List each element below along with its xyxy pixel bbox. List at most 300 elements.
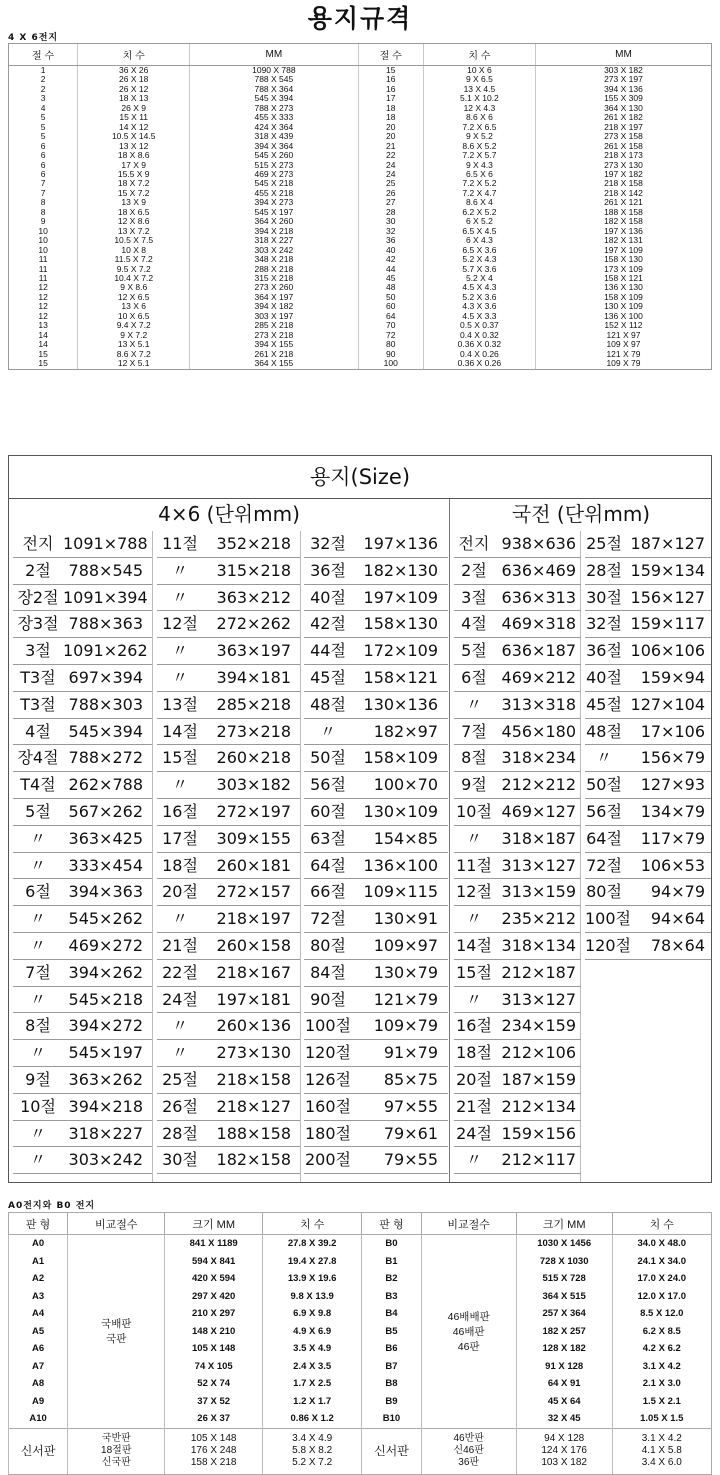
col-header: 절 수 [9,44,78,66]
size-entry [13,826,152,853]
size-row [583,933,713,960]
size-entry [304,558,448,585]
cut-label: 〃 [29,855,46,875]
size-entry [157,745,300,772]
size-row [452,1040,583,1067]
cut-size: 127×104 [630,694,705,714]
size-entry [304,879,448,906]
table-cell: 109 X 79 [535,359,711,369]
table-cell: 32 [358,227,423,236]
right-header: 국전 (단위mm) [511,502,651,526]
size-entry [585,719,711,746]
size-entry [454,1094,581,1121]
cut-size: 394×262 [68,962,143,982]
table-cell: 15 X 7.2 [78,189,190,198]
cut-size: 197×181 [216,989,291,1009]
cut-size: 938×636 [501,534,576,553]
size-entry [304,638,448,665]
table-cell: 218 X 158 [535,179,711,188]
size-row [452,799,583,826]
table-cell: 173 X 109 [535,265,711,274]
cut-size: 182×130 [363,560,438,580]
cut-size: 567×262 [68,801,143,821]
size-row [452,692,583,719]
size-column-2 [155,531,302,1174]
size-box [8,455,712,1183]
cut-size: 272×197 [216,801,291,821]
size-entry [13,1040,152,1067]
col-header: 크기 MM [516,1213,612,1235]
size-entry [13,933,152,960]
size-column-3 [302,531,450,1174]
size-entry [304,745,448,772]
size-entry [454,1121,581,1148]
table-cell: 46반판 신46판 36판 [421,1428,516,1474]
table-cell: 10.4 X 7.2 [78,274,190,283]
table1-caption: 4 X 6전지 [8,33,59,43]
size-row [11,1040,154,1067]
table-cell: 45 [358,274,423,283]
table-cell: 257 X 364 [516,1305,612,1323]
cut-size: 172×109 [363,641,438,661]
table-cell: 74 X 105 [165,1358,263,1376]
size-entry [13,531,152,558]
size-entry [304,692,448,719]
size-row [11,799,154,826]
table-cell: 11 [9,274,78,283]
table-cell: 364 X 260 [190,217,358,226]
table-cell: 364 X 197 [190,293,358,302]
size-row [583,826,713,853]
table-cell: 26 [358,189,423,198]
size-row [302,879,450,906]
table-cell: 11.5 X 7.2 [78,255,190,264]
table-cell: 4.5 X 4.3 [423,283,535,292]
table-row [9,359,712,369]
cut-label: 66절 [310,882,346,902]
table-cell: 12 X 6.5 [78,293,190,302]
cut-size: 1091×788 [63,534,148,553]
size-row [155,558,302,585]
cut-size: 188×158 [216,1123,291,1143]
cut-label: 200절 [305,1150,351,1170]
size-entry [304,960,448,987]
size-row [583,772,713,799]
table-cell: 121 X 79 [535,350,711,359]
size-row [583,799,713,826]
size-entry [454,1040,581,1067]
cut-label: 21절 [162,935,198,955]
table-cell: 4.2 X 6.2 [612,1340,711,1358]
cut-size: 303×242 [68,1150,143,1170]
cut-size: 154×85 [373,828,438,848]
cut-label: 〃 [29,1043,46,1063]
table-cell: 12.0 X 17.0 [612,1288,711,1306]
cut-label: 84절 [310,962,346,982]
table-cell: 37 X 52 [165,1393,263,1411]
table-cell: B1 [362,1253,421,1271]
cut-size: 85×75 [383,1069,438,1089]
cut-size: 235×212 [501,909,576,929]
cut-label: 10절 [20,1096,56,1116]
table-header-row [9,1213,712,1235]
table-cell: 32 X 45 [516,1410,612,1428]
size-entry [454,826,581,853]
table-cell: 182 X 131 [535,236,711,245]
size-entry [304,772,448,799]
cut-label: 126절 [305,1069,351,1089]
table-cell: 18 X 7.2 [78,179,190,188]
size-row [452,853,583,880]
table-cell: 13 X 4.5 [423,85,535,94]
table-cell: 218 X 142 [535,189,711,198]
size-row [452,638,583,665]
size-entry [157,531,300,558]
cut-label: 32절 [310,534,346,553]
size-row [583,585,713,612]
size-row [302,638,450,665]
cut-label: 120절 [305,1043,351,1063]
cut-label: 〃 [171,560,188,580]
size-row [452,960,583,987]
cut-label: 〃 [29,828,46,848]
table-cell: 210 X 297 [165,1305,263,1323]
size-entry [304,719,448,746]
table-cell: 318 X 227 [190,236,358,245]
table-cell: 9.8 X 13.9 [262,1288,361,1306]
cut-label: 24절 [162,989,198,1009]
table-cell: A8 [9,1375,68,1393]
size-entry [157,1067,300,1094]
size-row [452,933,583,960]
size-entry [157,853,300,880]
table-cell: B2 [362,1270,421,1288]
size-row [302,1013,450,1040]
cut-label: 3절 [25,641,51,661]
cut-label: 40절 [310,587,346,607]
cut-label: 48절 [586,721,622,741]
cut-label: 4절 [25,721,51,741]
table-cell: 52 X 74 [165,1375,263,1393]
table-cell: 420 X 594 [165,1270,263,1288]
cut-label: 20절 [456,1069,492,1089]
size-row [155,719,302,746]
table-cell: 841 X 1189 [165,1235,263,1253]
size-entry [454,585,581,612]
cut-size: 469×127 [501,801,576,821]
cut-size: 17×106 [640,721,705,741]
size-row [11,960,154,987]
size-row [302,665,450,692]
size-entry [304,611,448,638]
size-row [452,1067,583,1094]
cut-label: 〃 [465,989,482,1009]
cut-label: 16절 [162,801,198,821]
cut-size: 159×117 [630,614,705,634]
cut-label: 장4절 [17,748,59,768]
size-row [452,531,583,558]
table-cell: B9 [362,1393,421,1411]
paper-cut-table [8,43,712,370]
cut-size: 94×64 [650,909,705,929]
size-entry [157,611,300,638]
size-row [302,799,450,826]
table-cell: 394 X 182 [190,302,358,311]
cut-size: 456×180 [501,721,576,741]
table-cell: 신서판 [9,1428,68,1474]
cut-size: 121×79 [373,989,438,1009]
table-cell: 1.5 X 2.1 [612,1393,711,1411]
table-cell: 197 X 136 [535,227,711,236]
table-cell: 28 [358,208,423,217]
size-row [452,611,583,638]
cut-size: 469×212 [501,667,576,687]
cut-size: 106×106 [630,641,705,661]
table-cell: 100 [358,359,423,369]
cut-size: 218×158 [216,1069,291,1089]
cut-label: 〃 [171,775,188,795]
size-entry [585,692,711,719]
cut-size: 352×218 [216,534,291,553]
table-cell: 182 X 257 [516,1323,612,1341]
table-cell: 40 [358,246,423,255]
cut-label: 14절 [162,721,198,741]
size-row [11,879,154,906]
cut-label: 〃 [595,748,612,768]
size-entry [454,772,581,799]
table-cell: B0 [362,1235,421,1253]
table-cell: 5.7 X 3.6 [423,265,535,274]
table-cell: 5 [9,132,78,141]
cut-size: 1091×262 [63,641,148,661]
size-entry [454,1013,581,1040]
size-entry [454,638,581,665]
cut-size: 315×218 [216,560,291,580]
table-cell: 17.0 X 24.0 [612,1270,711,1288]
cut-label: 2절 [25,560,51,580]
table-cell: 121 X 97 [535,331,711,340]
table-cell: 36 [358,236,423,245]
cut-size: 318×187 [501,828,576,848]
cut-size: 218×167 [216,962,291,982]
table-cell: 26 X 9 [78,104,190,113]
cut-size: 94×79 [650,882,705,902]
size-row [11,531,154,558]
table-cell: 9.4 X 7.2 [78,321,190,330]
size-row [11,692,154,719]
size-entry [454,933,581,960]
table-cell: 18 [358,113,423,122]
size-entry [157,585,300,612]
cut-size: 197×136 [363,534,438,553]
table-cell: 10 X 6 [423,66,535,76]
cut-size: 130×109 [363,801,438,821]
cut-label: 9절 [25,1069,51,1089]
table-cell: 13 X 12 [78,142,190,151]
table-cell: 신서판 [362,1428,421,1474]
table-cell: 42 [358,255,423,264]
size-row [583,692,713,719]
table-cell: B3 [362,1288,421,1306]
table-cell: 15 [9,350,78,359]
size-row [155,1040,302,1067]
cut-size: 187×159 [501,1069,576,1089]
cut-label: 4절 [461,614,487,634]
size-entry [13,745,152,772]
cut-size: 788×303 [68,694,143,714]
size-row [583,611,713,638]
size-entry [585,745,711,772]
size-entry [454,987,581,1014]
cut-size: 187×127 [630,534,705,553]
table-cell: 64 X 91 [516,1375,612,1393]
cut-label: 14절 [456,935,492,955]
table-cell: 261 X 158 [535,142,711,151]
table-cell: 303 X 182 [535,66,711,76]
cut-size: 218×127 [216,1096,291,1116]
table-cell: A1 [9,1253,68,1271]
cut-label: 80절 [310,935,346,955]
table-cell: 44 [358,265,423,274]
table-cell: 261 X 182 [535,113,711,122]
table-cell: 545 X 260 [190,151,358,160]
cut-label: 7절 [461,721,487,741]
size-row [302,960,450,987]
table-cell: 7.2 X 5.7 [423,151,535,160]
size-box-title: 용지(Size) [9,456,711,499]
table-cell: 6 [9,151,78,160]
table-cell: 285 X 218 [190,321,358,330]
table-cell: 34.0 X 48.0 [612,1235,711,1253]
size-row [11,1094,154,1121]
table-cell: 148 X 210 [165,1323,263,1341]
table-cell: 3.4 X 4.9 5.8 X 8.2 5.2 X 7.2 [262,1428,361,1474]
cut-label: 〃 [29,909,46,929]
size-row [155,692,302,719]
size-entry [304,1147,448,1174]
size-entry [585,585,711,612]
table-cell: 10 X 6.5 [78,312,190,321]
table-cell: 3.1 X 4.2 4.1 X 5.8 3.4 X 6.0 [612,1428,711,1474]
cut-size: 545×197 [68,1043,143,1063]
table-cell: 6.5 X 4.5 [423,227,535,236]
table-cell: 273 X 158 [535,132,711,141]
size-entry [157,692,300,719]
cut-size: 234×159 [501,1016,576,1036]
table-cell: 394 X 155 [190,340,358,349]
size-row [302,1040,450,1067]
size-row [302,585,450,612]
table-cell: 4.9 X 6.9 [262,1323,361,1341]
cut-label: 8절 [461,748,487,768]
cut-size: 394×218 [68,1096,143,1116]
size-entry [585,853,711,880]
cut-size: 159×134 [630,560,705,580]
cut-size: 303×182 [216,775,291,795]
size-entry [585,906,711,933]
cut-size: 697×394 [68,667,143,687]
col-header: MM [190,44,358,66]
size-row [302,692,450,719]
table-cell: 155 X 309 [535,94,711,103]
table-cell: 8.6 X 7.2 [78,350,190,359]
size-row [452,665,583,692]
table-cell: 0.86 X 1.2 [262,1410,361,1428]
table-cell: 11 [9,255,78,264]
cut-size: 318×234 [501,748,576,768]
cut-label: 36절 [586,641,622,661]
cut-size: 545×262 [68,909,143,929]
size-row [11,933,154,960]
table-cell: B5 [362,1323,421,1341]
table-cell: 6 [9,142,78,151]
cut-size: 158×121 [363,667,438,687]
table-cell: 14 [9,331,78,340]
table-cell: 36 X 26 [78,66,190,76]
table-cell: 12 [9,283,78,292]
table-cell: 594 X 841 [165,1253,263,1271]
table-cell: 197 X 109 [535,246,711,255]
size-entry [13,719,152,746]
cut-size: 262×788 [68,775,143,795]
cut-label: 15절 [456,962,492,982]
cut-label: 56절 [310,775,346,795]
table-header-row [9,44,712,66]
cut-label: 48절 [310,694,346,714]
cut-size: 313×159 [501,882,576,902]
table-cell: 136 X 130 [535,283,711,292]
cut-size: 158×109 [363,748,438,768]
cut-label: T3절 [20,667,56,687]
size-row [11,1013,154,1040]
table-cell: 182 X 158 [535,217,711,226]
table-cell: 515 X 728 [516,1270,612,1288]
table-cell: 515 X 273 [190,161,358,170]
table-cell: 318 X 439 [190,132,358,141]
cut-size: 78×64 [650,935,705,955]
table-cell: A9 [9,1393,68,1411]
cut-label: 18절 [456,1043,492,1063]
table-cell: 9.5 X 7.2 [78,265,190,274]
table-cell: 394 X 218 [190,227,358,236]
cut-label: 〃 [29,1123,46,1143]
size-entry [454,1067,581,1094]
table-cell: 6 X 4.3 [423,236,535,245]
table-cell: 16 [358,85,423,94]
table-cell: 13 X 7.2 [78,227,190,236]
size-row [155,531,302,558]
table-cell: 2.1 X 3.0 [612,1375,711,1393]
col-header: 비교절수 [68,1213,165,1235]
cut-label: 〃 [29,935,46,955]
cut-label: 32절 [586,614,622,634]
cut-label: 〃 [465,828,482,848]
table-cell: 788 X 273 [190,104,358,113]
size-entry [13,799,152,826]
size-entry [585,558,711,585]
cut-size: 313×318 [501,694,576,714]
size-row [302,933,450,960]
table-cell: B4 [362,1305,421,1323]
cut-label: 〃 [171,909,188,929]
table-cell: 국반판 18절판 신국판 [68,1428,165,1474]
size-row [11,719,154,746]
table-cell: 158 X 130 [535,255,711,264]
table-cell: 10 [9,236,78,245]
cut-size: 363×262 [68,1069,143,1089]
table-cell: 26 X 18 [78,75,190,84]
cut-label: 160절 [305,1096,351,1116]
